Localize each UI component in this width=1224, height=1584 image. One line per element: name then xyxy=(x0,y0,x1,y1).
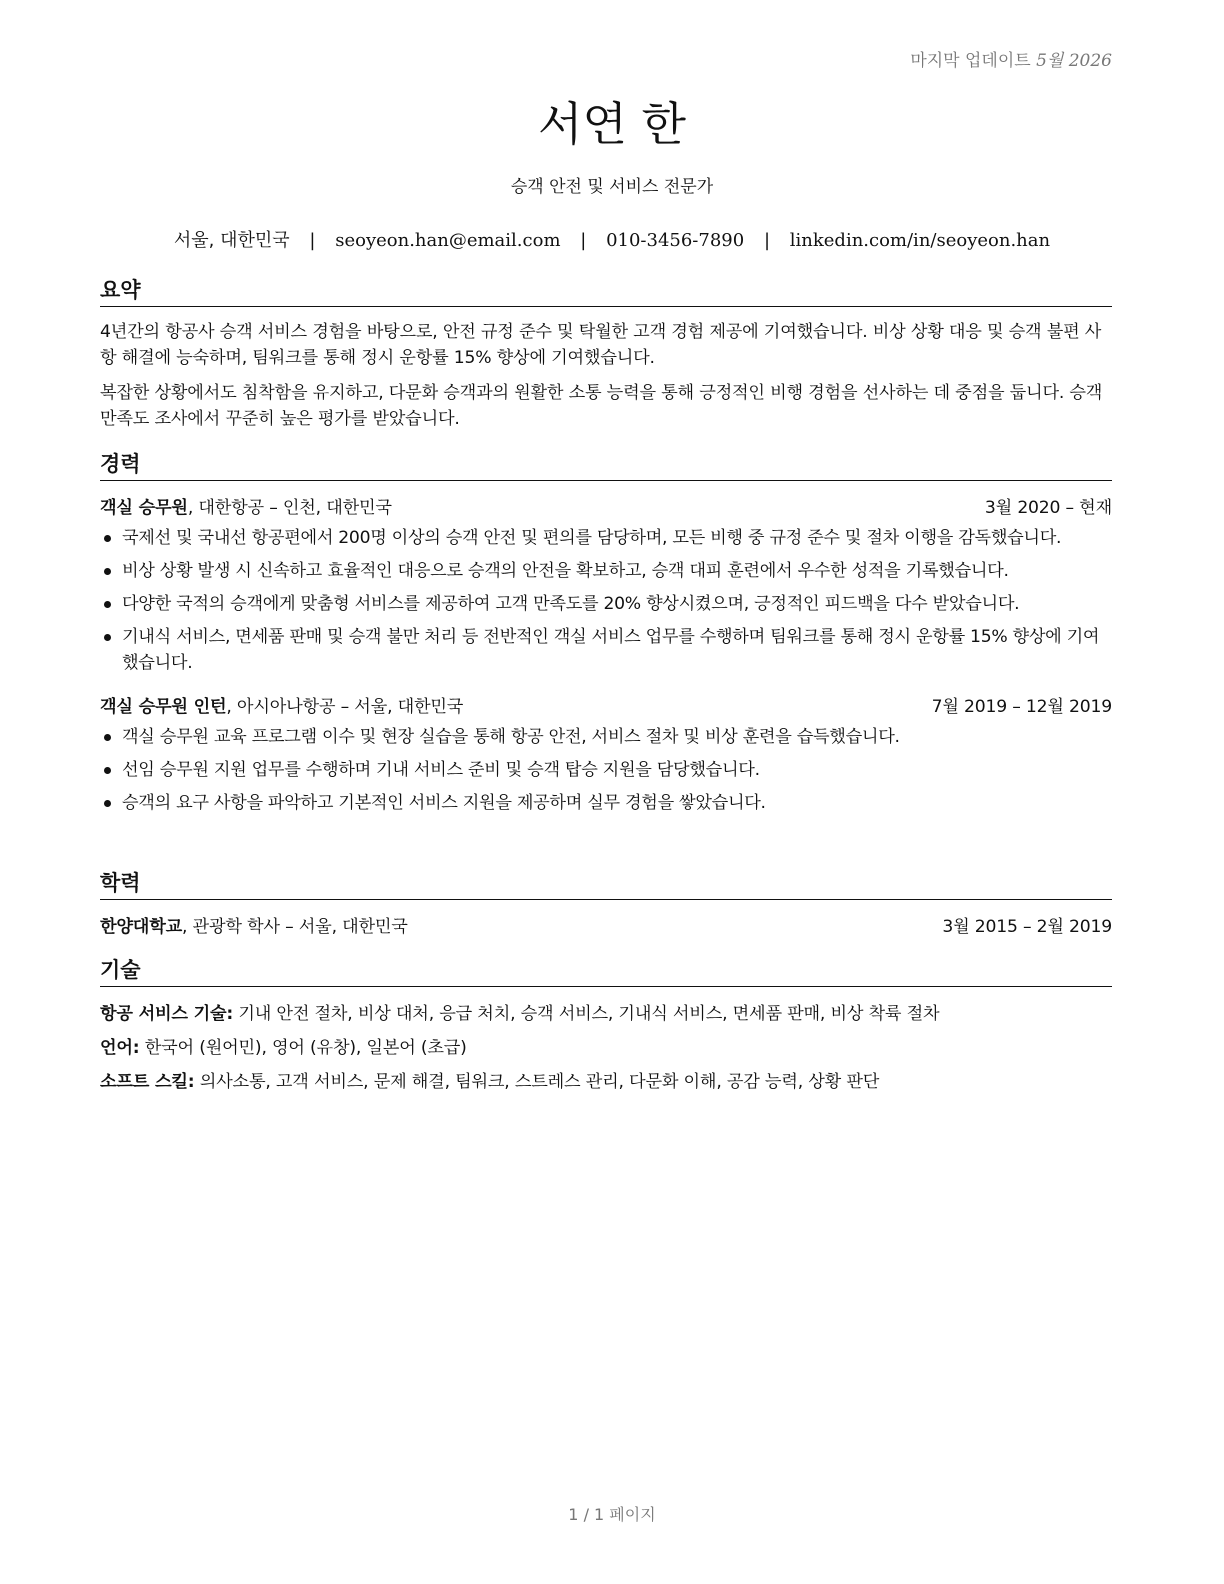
job-role: 객실 승무원 xyxy=(100,498,188,518)
education-entry xyxy=(100,914,1112,940)
bullet-text: 다양한 국적의 승객에게 맞춤형 서비스를 제공하여 고객 만족도를 20% 향상시켰으며, 긍정적인 피드백을 다수 받았습니다. xyxy=(122,594,1020,614)
bullet-text: 기내식 서비스, 면세품 판매 및 승객 불만 처리 등 전반적인 객실 서비스 업무를 수행하며 팀워크를 통해 정시 운항률 15% 향상에 기여했습니다. xyxy=(122,627,1100,673)
education-dates: 3월 2015 – 2월 2019 xyxy=(942,917,1112,937)
job-dates: 7월 2019 – 12월 2019 xyxy=(931,697,1112,717)
education-title-line xyxy=(100,914,408,940)
last-updated xyxy=(910,46,1112,71)
skill-line xyxy=(100,1001,1112,1027)
contact-separator: | xyxy=(580,230,587,251)
education-section xyxy=(100,869,1112,940)
job-title-line xyxy=(100,495,392,521)
experience-section xyxy=(100,450,1112,823)
bullet-icon xyxy=(104,568,111,575)
job-role: 객실 승무원 인턴 xyxy=(100,697,227,717)
list-item xyxy=(100,757,1112,783)
job-header xyxy=(100,495,1112,521)
bullet-text: 선임 승무원 지원 업무를 수행하며 기내 서비스 준비 및 승객 탑승 지원을 담당했습니다. xyxy=(122,760,760,780)
contact-phone[interactable]: 010-3456-7890 xyxy=(606,230,745,251)
bullet-icon xyxy=(104,734,111,741)
page-indicator: 1 / 1 페이지 xyxy=(568,1505,656,1524)
job-dates: 3월 2020 – 현재 xyxy=(984,498,1112,518)
list-item xyxy=(100,790,1112,816)
job-org: , 아시아나항공 – 서울, 대한민국 xyxy=(226,697,464,717)
bullet-text: 비상 상황 발생 시 신속하고 효율적인 대응으로 승객의 안전을 확보하고, 승객 대피 훈련에서 우수한 성적을 기록했습니다. xyxy=(122,561,1009,581)
summary-paragraph: 4년간의 항공사 승객 서비스 경험을 바탕으로, 안전 규정 준수 및 탁월한 고객 경험 제공에 기여했습니다. 비상 상황 대응 및 승객 불편 사항 해결에 능숙하며, 팀워크를 통해 정시 운항률 15% 향상에 기여했습니다. xyxy=(100,322,1102,368)
job-header xyxy=(100,694,1112,720)
contact-separator: | xyxy=(309,230,316,251)
candidate-headline: 승객 안전 및 서비스 전문가 xyxy=(510,177,714,197)
job-bullets xyxy=(100,525,1112,676)
contact-linkedin[interactable]: linkedin.com/in/seoyeon.han xyxy=(789,230,1051,251)
contact-separator: | xyxy=(763,230,771,251)
skill-value: 기내 안전 절차, 비상 대처, 응급 처치, 승객 서비스, 기내식 서비스, 면세품 판매, 비상 착륙 절차 xyxy=(233,1004,940,1024)
bullet-text: 국제선 및 국내선 항공편에서 200명 이상의 승객 안전 및 편의를 담당하며, 모든 비행 중 규정 준수 및 절차 이행을 감독했습니다. xyxy=(122,528,1062,548)
list-item xyxy=(100,591,1112,617)
bullet-icon xyxy=(104,767,111,774)
bullet-icon xyxy=(104,634,111,641)
bullet-icon xyxy=(104,800,111,807)
last-updated-date: 5월 2026 xyxy=(1036,51,1112,71)
job-title-line xyxy=(100,694,463,720)
summary-title: 요약 xyxy=(100,276,1112,307)
contact-email[interactable]: seoyeon.han@email.com xyxy=(335,230,561,251)
skill-label: 언어: xyxy=(100,1038,140,1058)
skill-label: 소프트 스킬: xyxy=(100,1072,195,1092)
bullet-icon xyxy=(104,535,111,542)
job-org: , 대한항공 – 인천, 대한민국 xyxy=(187,498,392,518)
bullet-text: 객실 승무원 교육 프로그램 이수 및 현장 실습을 통해 항공 안전, 서비스 절차 및 비상 훈련을 습득했습니다. xyxy=(122,727,900,747)
job-bullets xyxy=(100,724,1112,816)
job-entry xyxy=(100,694,1112,816)
contact-line xyxy=(0,226,1224,252)
experience-title: 경력 xyxy=(100,450,1112,481)
skill-label: 항공 서비스 기술: xyxy=(100,1004,234,1024)
list-item xyxy=(100,724,1112,750)
job-entry xyxy=(100,495,1112,676)
contact-location: 서울, 대한민국 xyxy=(173,230,290,251)
education-title: 학력 xyxy=(100,869,1112,900)
skills-section xyxy=(100,956,1112,1095)
list-item xyxy=(100,624,1112,676)
list-item xyxy=(100,558,1112,584)
skill-value: 의사소통, 고객 서비스, 문제 해결, 팀워크, 스트레스 관리, 다문화 이해, 공감 능력, 상황 판단 xyxy=(194,1072,880,1092)
summary-paragraph: 복잡한 상황에서도 침착함을 유지하고, 다문화 승객과의 원활한 소통 능력을 통해 긍정적인 비행 경험을 선사하는 데 중점을 둡니다. 승객 만족도 조사에서 꾸준히 높은 평가를 받았습니다. xyxy=(100,383,1103,429)
skill-line xyxy=(100,1069,1112,1095)
list-item xyxy=(100,525,1112,551)
education-detail: , 관광학 학사 – 서울, 대한민국 xyxy=(182,917,408,937)
skills-title: 기술 xyxy=(100,956,1112,987)
candidate-name: 서연 한 xyxy=(538,97,686,151)
bullet-icon xyxy=(104,601,111,608)
skill-line xyxy=(100,1035,1112,1061)
summary-section xyxy=(100,276,1112,432)
bullet-text: 승객의 요구 사항을 파악하고 기본적인 서비스 지원을 제공하며 실무 경험을 쌓았습니다. xyxy=(122,793,766,813)
skill-value: 한국어 (원어민), 영어 (유창), 일본어 (초급) xyxy=(139,1038,467,1058)
last-updated-label: 마지막 업데이트 xyxy=(910,51,1031,71)
school-name: 한양대학교 xyxy=(100,917,183,937)
